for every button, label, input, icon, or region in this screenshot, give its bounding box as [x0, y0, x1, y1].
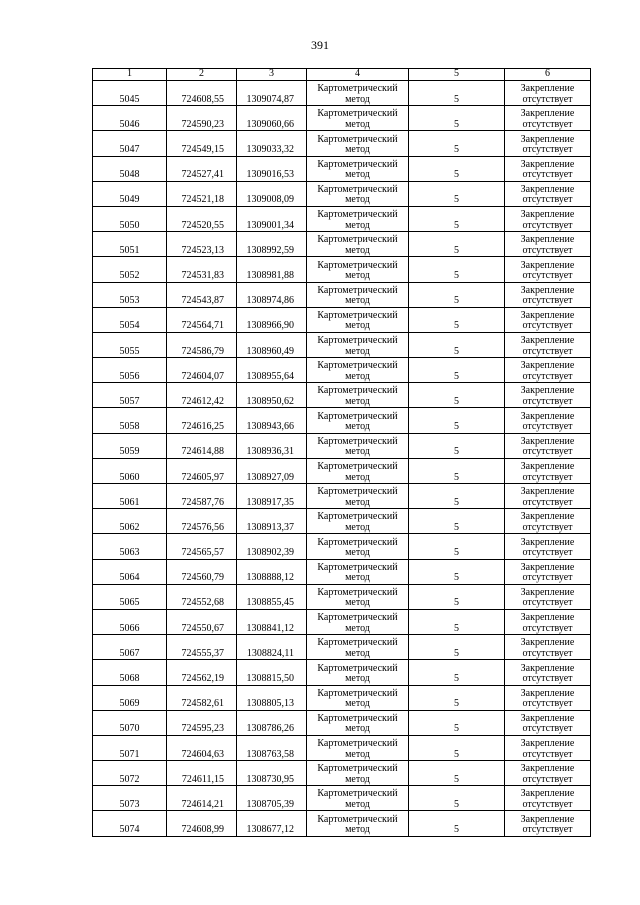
accuracy-cell: 5	[409, 786, 505, 811]
point-number-cell: 5055	[93, 332, 167, 357]
point-number-cell: 5066	[93, 609, 167, 634]
table-row	[93, 735, 591, 760]
table-row	[93, 383, 591, 408]
y-coordinate-cell: 1309060,66	[237, 106, 307, 131]
point-number-cell: 5064	[93, 559, 167, 584]
point-number-cell: 5072	[93, 761, 167, 786]
method-cell: Картометрический метод	[307, 257, 409, 282]
accuracy-cell: 5	[409, 534, 505, 559]
point-number-cell: 5068	[93, 660, 167, 685]
method-cell: Картометрический метод	[307, 282, 409, 307]
fixation-cell: Закрепление отсутствует	[505, 433, 591, 458]
y-coordinate-cell: 1308786,26	[237, 710, 307, 735]
point-number-cell: 5052	[93, 257, 167, 282]
fixation-cell: Закрепление отсутствует	[505, 307, 591, 332]
y-coordinate-cell: 1308705,39	[237, 786, 307, 811]
method-cell: Картометрический метод	[307, 761, 409, 786]
method-cell: Картометрический метод	[307, 811, 409, 836]
y-coordinate-cell: 1308992,59	[237, 232, 307, 257]
point-number-cell: 5056	[93, 358, 167, 383]
fixation-cell: Закрепление отсутствует	[505, 660, 591, 685]
method-cell: Картометрический метод	[307, 408, 409, 433]
accuracy-cell: 5	[409, 509, 505, 534]
fixation-cell: Закрепление отсутствует	[505, 282, 591, 307]
y-coordinate-cell: 1308917,35	[237, 484, 307, 509]
y-coordinate-cell: 1309074,87	[237, 81, 307, 106]
point-number-cell: 5070	[93, 710, 167, 735]
x-coordinate-cell: 724614,21	[167, 786, 237, 811]
table-row	[93, 408, 591, 433]
method-cell: Картометрический метод	[307, 332, 409, 357]
x-coordinate-cell: 724586,79	[167, 332, 237, 357]
fixation-cell: Закрепление отсутствует	[505, 156, 591, 181]
x-coordinate-cell: 724549,15	[167, 131, 237, 156]
accuracy-cell: 5	[409, 307, 505, 332]
point-number-cell: 5045	[93, 81, 167, 106]
table-row	[93, 282, 591, 307]
method-cell: Картометрический метод	[307, 156, 409, 181]
accuracy-cell: 5	[409, 559, 505, 584]
x-coordinate-cell: 724605,97	[167, 458, 237, 483]
fixation-cell: Закрепление отсутствует	[505, 710, 591, 735]
fixation-cell: Закрепление отсутствует	[505, 81, 591, 106]
fixation-cell: Закрепление отсутствует	[505, 534, 591, 559]
accuracy-cell: 5	[409, 735, 505, 760]
table-row	[93, 761, 591, 786]
table-row	[93, 81, 591, 106]
table-row	[93, 584, 591, 609]
fixation-cell: Закрепление отсутствует	[505, 735, 591, 760]
x-coordinate-cell: 724582,61	[167, 685, 237, 710]
table-row	[93, 206, 591, 231]
fixation-cell: Закрепление отсутствует	[505, 609, 591, 634]
fixation-cell: Закрепление отсутствует	[505, 383, 591, 408]
y-coordinate-cell: 1309008,09	[237, 181, 307, 206]
y-coordinate-cell: 1308888,12	[237, 559, 307, 584]
point-number-cell: 5065	[93, 584, 167, 609]
accuracy-cell: 5	[409, 383, 505, 408]
method-cell: Картометрический метод	[307, 559, 409, 584]
fixation-cell: Закрепление отсутствует	[505, 131, 591, 156]
y-coordinate-cell: 1308955,64	[237, 358, 307, 383]
y-coordinate-cell: 1308730,95	[237, 761, 307, 786]
x-coordinate-cell: 724520,55	[167, 206, 237, 231]
y-coordinate-cell: 1308936,31	[237, 433, 307, 458]
method-cell: Картометрический метод	[307, 584, 409, 609]
point-number-cell: 5059	[93, 433, 167, 458]
y-coordinate-cell: 1308815,50	[237, 660, 307, 685]
fixation-cell: Закрепление отсутствует	[505, 332, 591, 357]
accuracy-cell: 5	[409, 710, 505, 735]
x-coordinate-cell: 724576,56	[167, 509, 237, 534]
table-row	[93, 156, 591, 181]
accuracy-cell: 5	[409, 811, 505, 836]
fixation-cell: Закрепление отсутствует	[505, 106, 591, 131]
y-coordinate-cell: 1308855,45	[237, 584, 307, 609]
point-number-cell: 5047	[93, 131, 167, 156]
x-coordinate-cell: 724555,37	[167, 635, 237, 660]
x-coordinate-cell: 724616,25	[167, 408, 237, 433]
accuracy-cell: 5	[409, 484, 505, 509]
point-number-cell: 5046	[93, 106, 167, 131]
accuracy-cell: 5	[409, 131, 505, 156]
column-header: 2	[167, 69, 237, 81]
table-row	[93, 559, 591, 584]
table-row	[93, 433, 591, 458]
x-coordinate-cell: 724550,67	[167, 609, 237, 634]
x-coordinate-cell: 724604,63	[167, 735, 237, 760]
method-cell: Картометрический метод	[307, 509, 409, 534]
method-cell: Картометрический метод	[307, 786, 409, 811]
table-row	[93, 484, 591, 509]
x-coordinate-cell: 724521,18	[167, 181, 237, 206]
table-row	[93, 332, 591, 357]
accuracy-cell: 5	[409, 232, 505, 257]
table-row	[93, 458, 591, 483]
fixation-cell: Закрепление отсутствует	[505, 358, 591, 383]
column-header: 4	[307, 69, 409, 81]
fixation-cell: Закрепление отсутствует	[505, 181, 591, 206]
method-cell: Картометрический метод	[307, 81, 409, 106]
y-coordinate-cell: 1308824,11	[237, 635, 307, 660]
point-number-cell: 5060	[93, 458, 167, 483]
x-coordinate-cell: 724614,88	[167, 433, 237, 458]
method-cell: Картометрический метод	[307, 206, 409, 231]
accuracy-cell: 5	[409, 408, 505, 433]
y-coordinate-cell: 1308960,49	[237, 332, 307, 357]
x-coordinate-cell: 724565,57	[167, 534, 237, 559]
point-number-cell: 5069	[93, 685, 167, 710]
y-coordinate-cell: 1309016,53	[237, 156, 307, 181]
accuracy-cell: 5	[409, 358, 505, 383]
accuracy-cell: 5	[409, 156, 505, 181]
x-coordinate-cell: 724590,23	[167, 106, 237, 131]
accuracy-cell: 5	[409, 433, 505, 458]
accuracy-cell: 5	[409, 584, 505, 609]
method-cell: Картометрический метод	[307, 609, 409, 634]
method-cell: Картометрический метод	[307, 181, 409, 206]
accuracy-cell: 5	[409, 106, 505, 131]
table-row	[93, 685, 591, 710]
x-coordinate-cell: 724560,79	[167, 559, 237, 584]
method-cell: Картометрический метод	[307, 131, 409, 156]
y-coordinate-cell: 1308927,09	[237, 458, 307, 483]
table-row	[93, 811, 591, 836]
table-row	[93, 358, 591, 383]
table-row	[93, 509, 591, 534]
table-row	[93, 660, 591, 685]
column-header: 5	[409, 69, 505, 81]
method-cell: Картометрический метод	[307, 383, 409, 408]
fixation-cell: Закрепление отсутствует	[505, 584, 591, 609]
x-coordinate-cell: 724587,76	[167, 484, 237, 509]
accuracy-cell: 5	[409, 181, 505, 206]
accuracy-cell: 5	[409, 257, 505, 282]
y-coordinate-cell: 1308677,12	[237, 811, 307, 836]
point-number-cell: 5054	[93, 307, 167, 332]
fixation-cell: Закрепление отсутствует	[505, 484, 591, 509]
y-coordinate-cell: 1308805,13	[237, 685, 307, 710]
accuracy-cell: 5	[409, 660, 505, 685]
accuracy-cell: 5	[409, 458, 505, 483]
table-row	[93, 106, 591, 131]
page-number: 391	[311, 38, 329, 52]
table-row	[93, 710, 591, 735]
accuracy-cell: 5	[409, 81, 505, 106]
fixation-cell: Закрепление отсутствует	[505, 257, 591, 282]
method-cell: Картометрический метод	[307, 484, 409, 509]
table-row	[93, 131, 591, 156]
method-cell: Картометрический метод	[307, 710, 409, 735]
fixation-cell: Закрепление отсутствует	[505, 811, 591, 836]
column-header: 6	[505, 69, 591, 81]
x-coordinate-cell: 724564,71	[167, 307, 237, 332]
table-row	[93, 307, 591, 332]
x-coordinate-cell: 724595,23	[167, 710, 237, 735]
x-coordinate-cell: 724552,68	[167, 584, 237, 609]
table-row	[93, 635, 591, 660]
method-cell: Картометрический метод	[307, 685, 409, 710]
method-cell: Картометрический метод	[307, 106, 409, 131]
table-row	[93, 609, 591, 634]
method-cell: Картометрический метод	[307, 660, 409, 685]
point-number-cell: 5058	[93, 408, 167, 433]
method-cell: Картометрический метод	[307, 358, 409, 383]
fixation-cell: Закрепление отсутствует	[505, 458, 591, 483]
method-cell: Картометрический метод	[307, 635, 409, 660]
fixation-cell: Закрепление отсутствует	[505, 408, 591, 433]
method-cell: Картометрический метод	[307, 735, 409, 760]
x-coordinate-cell: 724612,42	[167, 383, 237, 408]
accuracy-cell: 5	[409, 282, 505, 307]
column-header: 1	[93, 69, 167, 81]
x-coordinate-cell: 724611,15	[167, 761, 237, 786]
y-coordinate-cell: 1309001,34	[237, 206, 307, 231]
table-row	[93, 786, 591, 811]
accuracy-cell: 5	[409, 609, 505, 634]
x-coordinate-cell: 724527,41	[167, 156, 237, 181]
fixation-cell: Закрепление отсутствует	[505, 761, 591, 786]
y-coordinate-cell: 1308902,39	[237, 534, 307, 559]
table-header-row	[93, 69, 591, 81]
x-coordinate-cell: 724608,55	[167, 81, 237, 106]
point-number-cell: 5063	[93, 534, 167, 559]
point-number-cell: 5048	[93, 156, 167, 181]
point-number-cell: 5061	[93, 484, 167, 509]
x-coordinate-cell: 724604,07	[167, 358, 237, 383]
point-number-cell: 5053	[93, 282, 167, 307]
point-number-cell: 5073	[93, 786, 167, 811]
fixation-cell: Закрепление отсутствует	[505, 635, 591, 660]
accuracy-cell: 5	[409, 635, 505, 660]
point-number-cell: 5050	[93, 206, 167, 231]
accuracy-cell: 5	[409, 761, 505, 786]
accuracy-cell: 5	[409, 332, 505, 357]
y-coordinate-cell: 1308913,37	[237, 509, 307, 534]
point-number-cell: 5074	[93, 811, 167, 836]
y-coordinate-cell: 1308981,88	[237, 257, 307, 282]
table-row	[93, 534, 591, 559]
table-row	[93, 257, 591, 282]
y-coordinate-cell: 1308943,66	[237, 408, 307, 433]
method-cell: Картометрический метод	[307, 307, 409, 332]
fixation-cell: Закрепление отсутствует	[505, 509, 591, 534]
x-coordinate-cell: 724531,83	[167, 257, 237, 282]
fixation-cell: Закрепление отсутствует	[505, 232, 591, 257]
coordinates-table	[92, 68, 591, 837]
fixation-cell: Закрепление отсутствует	[505, 786, 591, 811]
point-number-cell: 5071	[93, 735, 167, 760]
point-number-cell: 5051	[93, 232, 167, 257]
method-cell: Картометрический метод	[307, 232, 409, 257]
fixation-cell: Закрепление отсутствует	[505, 206, 591, 231]
y-coordinate-cell: 1308974,86	[237, 282, 307, 307]
method-cell: Картометрический метод	[307, 458, 409, 483]
y-coordinate-cell: 1308841,12	[237, 609, 307, 634]
table-row	[93, 181, 591, 206]
x-coordinate-cell: 724562,19	[167, 660, 237, 685]
point-number-cell: 5062	[93, 509, 167, 534]
y-coordinate-cell: 1309033,32	[237, 131, 307, 156]
fixation-cell: Закрепление отсутствует	[505, 685, 591, 710]
method-cell: Картометрический метод	[307, 433, 409, 458]
point-number-cell: 5049	[93, 181, 167, 206]
x-coordinate-cell: 724543,87	[167, 282, 237, 307]
y-coordinate-cell: 1308763,58	[237, 735, 307, 760]
table-row	[93, 232, 591, 257]
accuracy-cell: 5	[409, 685, 505, 710]
fixation-cell: Закрепление отсутствует	[505, 559, 591, 584]
x-coordinate-cell: 724523,13	[167, 232, 237, 257]
method-cell: Картометрический метод	[307, 534, 409, 559]
column-header: 3	[237, 69, 307, 81]
accuracy-cell: 5	[409, 206, 505, 231]
y-coordinate-cell: 1308966,90	[237, 307, 307, 332]
point-number-cell: 5057	[93, 383, 167, 408]
y-coordinate-cell: 1308950,62	[237, 383, 307, 408]
x-coordinate-cell: 724608,99	[167, 811, 237, 836]
point-number-cell: 5067	[93, 635, 167, 660]
